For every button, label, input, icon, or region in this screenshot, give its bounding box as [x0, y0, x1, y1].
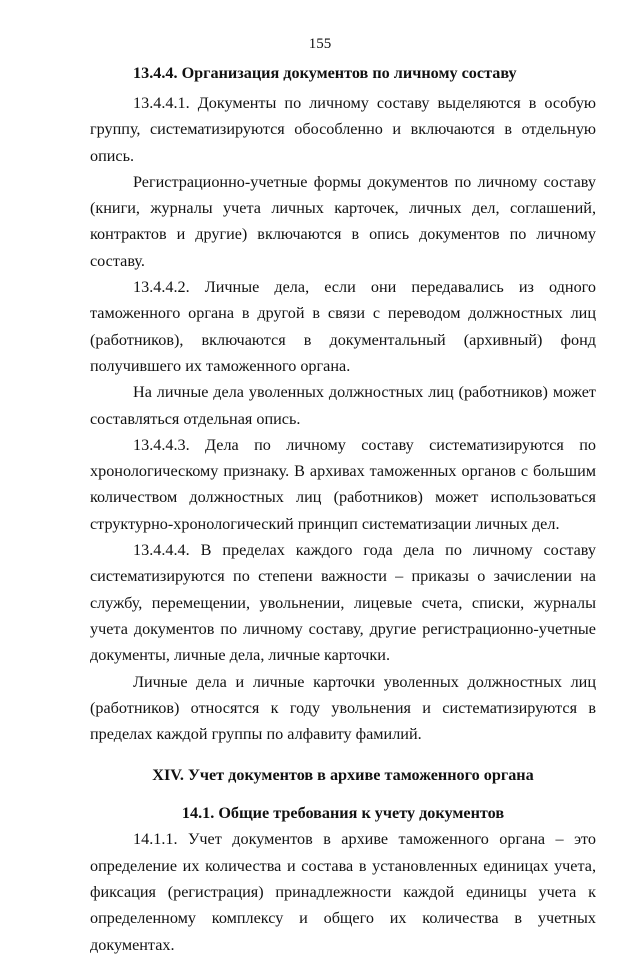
paragraph: На личные дела уволенных должностных лиц (работников) может составляться отдельная опись. — [90, 383, 596, 428]
paragraph: 13.4.4.1. Документы по личному составу выделяются в особую группу, систематизируются обособленно и включаются в отдельную опись. — [90, 94, 596, 165]
paragraph: 14.1.1. Учет документов в архиве таможенного органа – это определение их количества и состава в установленных единицах учета, фиксация (регистрация) принадлежности каждой единицы учета к определенному комплексу и общего их количества в учетных документах. — [90, 830, 596, 954]
paragraph: 13.4.4.4. В пределах каждого года дела по личному составу систематизируются по степени важности – приказы о зачислении на службу, перемещении, увольнении, лицевые счета, списки, журналы учета документов по личному составу, другие регистрационно-учетные документы, личные дела, личные карточки. — [90, 541, 596, 665]
paragraph: 13.4.4.3. Дела по личному составу систематизируются по хронологическому признаку. В архивах таможенных органов с большим количеством должностных лиц (работников) может использоваться структурно-хронологический принцип систематизации личных дел. — [90, 435, 596, 533]
page-content — [90, 60, 596, 958]
section-heading-13-4-4: 13.4.4. Организация документов по личному составу — [133, 64, 517, 82]
section-heading-14-1: 14.1. Общие требования к учету документов — [181, 804, 505, 823]
chapter-heading-xiv: XIV. Учет документов в архиве таможенного органа — [152, 766, 534, 785]
page-number: 155 — [308, 36, 332, 52]
paragraph: Личные дела и личные карточки уволенных должностных лиц (работников) относятся к году увольнения и систематизируются в пределах каждой группы по алфавиту фамилий. — [90, 672, 596, 744]
paragraph: 13.4.4.2. Личные дела, если они передавались из одного таможенного органа в другой в связи с переводом должностных лиц (работников), включаются в документальный (архивный) фонд получившего их таможенного органа. — [90, 278, 596, 375]
paragraph: Регистрационно-учетные формы документов по личному составу (книги, журналы учета личных карточек, личных дел, соглашений, контрактов и другие) включаются в опись документов по личному составу. — [90, 172, 596, 270]
